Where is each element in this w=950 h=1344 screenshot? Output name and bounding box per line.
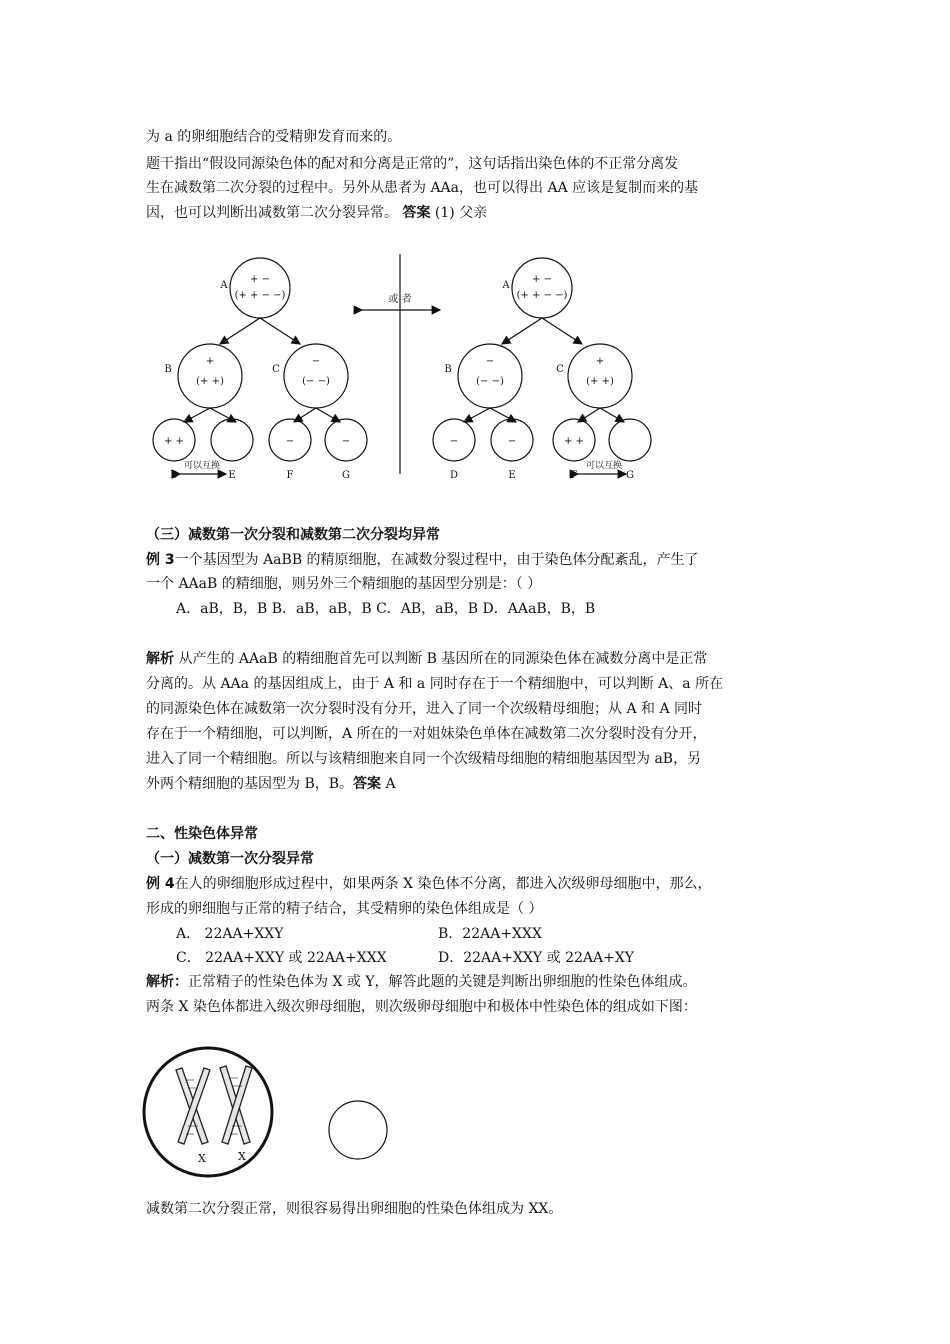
arrow-line	[260, 318, 300, 344]
node-label: B	[444, 364, 452, 375]
text-segment: 一个基因型为 AaBB 的精原细胞，在减数分裂过程中，由于染色体分配紊乱，产生了	[174, 552, 699, 568]
cell-circle	[512, 258, 572, 318]
section-heading: 二、性染色体异常	[146, 826, 258, 842]
node-label: A	[502, 280, 510, 291]
answer-value: (1) 父亲	[434, 205, 488, 221]
text-line: 形成的卵细胞与正常的精子结合，其受精卵的染色体组成是（ ）	[146, 901, 543, 917]
text-line: 题干指出“假设同源染色体的配对和分离是正常的”，这句话指出染色体的不正常分离发	[146, 156, 679, 172]
cell-content: (+ + − −)	[234, 290, 286, 301]
text-segment: 因，也可以判断出减数第二次分裂异常。	[146, 205, 398, 221]
divider-label: 或 者	[388, 294, 412, 305]
cell-content: + +	[564, 436, 584, 447]
text-line	[146, 774, 396, 794]
cell-content: +	[595, 356, 605, 367]
sex-chromosome-diagram	[142, 1040, 402, 1190]
node-label: D	[169, 470, 179, 481]
node-label: E	[508, 470, 516, 481]
cell-circle	[211, 419, 253, 461]
text-line: 减数第二次分裂正常，则很容易得出卵细胞的性染色体组成为 XX。	[146, 1201, 563, 1217]
cell-content: (− −)	[302, 376, 330, 387]
cell-content: −	[285, 436, 295, 447]
option-b: B．22AA+XXX	[438, 926, 542, 942]
analysis-label: 解析	[146, 651, 174, 667]
analysis-label: 解析：	[146, 974, 188, 990]
cell-content: −	[311, 356, 321, 367]
arrow-line	[210, 408, 236, 422]
text-line: 两条 X 染色体都进入级次卵母细胞，则次级卵母细胞中和极体中性染色体的组成如下图：	[146, 999, 697, 1015]
option-c: C． 22AA+XXY 或 22AA+XXX	[176, 950, 387, 966]
node-label: G	[626, 470, 634, 481]
text-line: 一个 AAaB 的精细胞，则另外三个精细胞的基因型分别是：（ ）	[146, 576, 542, 592]
cell-content: −	[449, 436, 459, 447]
secondary-oocyte-circle	[144, 1048, 272, 1176]
arrow-line	[600, 408, 624, 422]
text-segment: 正常精子的性染色体为 X 或 Y，解答此题的关键是判断出卵细胞的性染色体组成。	[188, 974, 697, 990]
arrow-line	[490, 408, 516, 422]
options-line: A．aB，B，B B．aB，aB，B C．AB，aB，B D．AAaB，B，B	[176, 601, 596, 617]
text-line: 的同源染色体在减数第一次分裂时没有分开，进入了同一个次级精母细胞；从 A 和 A 同时	[146, 701, 703, 717]
x-label: X	[198, 1152, 206, 1165]
node-label: E	[228, 470, 236, 481]
cell-content: (− −)	[476, 376, 504, 387]
polar-body-circle	[329, 1101, 387, 1159]
text-line	[146, 203, 487, 223]
node-label: A	[220, 280, 228, 291]
node-label: G	[342, 470, 350, 481]
node-label: C	[272, 364, 280, 375]
answer-value: A	[381, 776, 396, 792]
sub-heading: （一）减数第一次分裂异常	[146, 851, 314, 867]
text-line	[146, 550, 699, 570]
x-label: X	[238, 1150, 246, 1163]
cell-content: −	[507, 436, 517, 447]
meiosis-diagram	[140, 248, 660, 488]
cell-content: + −	[250, 274, 270, 285]
text-segment: 外两个精细胞的基因型为 B，B。	[146, 776, 354, 792]
node-label: C	[556, 364, 564, 375]
option-d: D．22AA+XXY 或 22AA+XY	[438, 950, 635, 966]
arrow-line	[464, 408, 490, 422]
text-line: 为 a 的卵细胞结合的受精卵发育而来的。	[146, 129, 402, 145]
node-label: F	[286, 470, 294, 481]
cell-content: + −	[532, 274, 552, 285]
example-label: 例 3	[146, 552, 175, 568]
arrow-line	[316, 408, 340, 422]
text-line: 进入了同一个精细胞。所以与该精细胞来自同一个次级精母细胞的精细胞基因型为 aB，另	[146, 751, 702, 767]
answer-label: 答案	[353, 776, 382, 792]
arrow-line	[542, 318, 582, 344]
text-segment: 从产生的 AAaB 的精细胞首先可以判断 B 基因所在的同源染色体在减数分离中是正常	[174, 651, 708, 667]
node-label: B	[164, 364, 172, 375]
example-label: 例 4	[146, 876, 175, 892]
swap-label: 可以互换	[183, 461, 221, 471]
cell-content: + +	[164, 436, 184, 447]
cell-content: (+ +)	[196, 376, 224, 387]
cell-content: −	[341, 436, 351, 447]
arrow-line	[184, 408, 210, 422]
option-a: A． 22AA+XXY	[176, 926, 284, 942]
text-line: 存在于一个精细胞，可以判断，A 所在的一对姐妹染色单体在减数第二次分裂时没有分开，	[146, 726, 707, 742]
text-line	[146, 649, 707, 669]
swap-label: 可以互换	[585, 461, 623, 471]
arrow-line	[502, 318, 542, 344]
text-line	[146, 972, 697, 992]
section-heading: （三）减数第一次分裂和减数第二次分裂均异常	[146, 527, 440, 543]
text-line: 生在减数第二次分裂的过程中。另外从患者为 AAa，也可以得出 AA 应该是复制而来的基	[146, 180, 699, 196]
cell-circle	[609, 419, 651, 461]
text-line: 分离的。从 AAa 的基因组成上，由于 A 和 a 同时存在于一个精细胞中，可以判断 A、a 所在	[146, 676, 724, 692]
arrow-line	[220, 318, 260, 344]
text-line	[146, 874, 712, 894]
node-label: F	[570, 470, 578, 481]
text-segment: 在人的卵细胞形成过程中，如果两条 X 染色体不分离，都进入次级卵母细胞中，那么，	[174, 876, 712, 892]
cell-circle	[230, 258, 290, 318]
answer-label: 答案	[402, 205, 431, 221]
cell-content: +	[205, 356, 215, 367]
cell-content: (+ +)	[586, 376, 614, 387]
node-label: D	[449, 470, 459, 481]
cell-content: (+ + − −)	[516, 290, 568, 301]
cell-content: −	[485, 356, 495, 367]
